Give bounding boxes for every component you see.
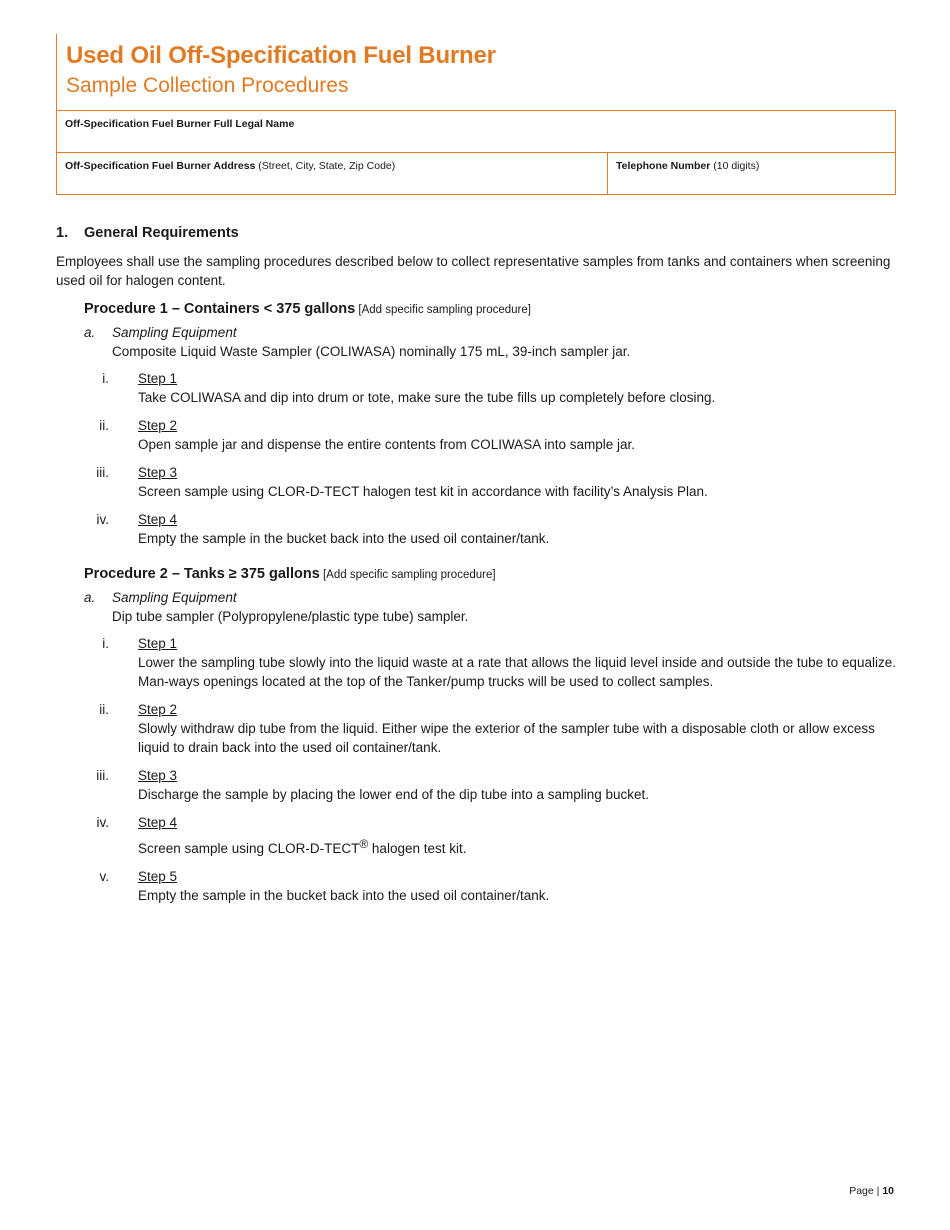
step-numeral: iv. [96,815,109,830]
address-label: Off-Specification Fuel Burner Address [65,160,256,172]
procedure-2-note: [Add specific sampling procedure] [319,569,496,581]
equipment-letter: a. [84,325,96,340]
step-text: Lower the sampling tube slowly into the liquid waste at a rate that allows the liquid level inside and outside the tube to equalize. Man-ways openings located at the top of the Tanker/pump trucks will be used to collect samples. [138,655,896,689]
section-intro: Employees shall use the sampling procedures described below to collect representative samples from tanks and containers when screening used oil for halogen content. [56,254,891,288]
step-text: Open sample jar and dispense the entire contents from COLIWASA into sample jar. [138,437,636,452]
step-numeral: ii. [99,702,109,717]
list-item [56,634,896,691]
step-numeral: iii. [96,768,109,783]
step-text: Take COLIWASA and dip into drum or tote, make sure the tube fills up completely before closing. [138,390,716,405]
step-text: Slowly withdraw dip tube from the liquid. Either wipe the exterior of the sampler tube with a disposable cloth or allow excess liquid to drain back into the used oil container/tank. [138,721,875,755]
procedure-1-equipment [84,323,896,361]
page-label: Page | [849,1185,883,1197]
procedure-2-steps [56,634,896,905]
step-label: Step 3 [138,465,178,480]
list-item [56,700,896,757]
step-text-after: halogen test kit. [368,841,467,856]
equipment-text: Dip tube sampler (Polypropylene/plastic type tube) sampler. [112,609,469,624]
legal-name-field[interactable] [57,111,896,153]
telephone-field[interactable] [608,153,896,195]
step-text: Screen sample using CLOR-D-TECT halogen test kit in accordance with facility’s Analysis Plan. [138,484,708,499]
document-title: Used Oil Off-Specification Fuel Burner [66,42,496,69]
list-item [56,867,896,905]
equipment-letter: a. [84,590,96,605]
document-body [56,222,896,914]
step-numeral: i. [102,636,109,651]
list-item [56,510,896,548]
document-header [56,34,496,110]
list-item [56,766,896,804]
step-label: Step 3 [138,768,178,783]
registered-mark: ® [359,837,369,851]
list-item [56,463,896,501]
procedure-1-title: Procedure 1 – Containers < 375 gallons [84,301,356,317]
equipment-label: Sampling Equipment [112,325,237,340]
document-subtitle: Sample Collection Procedures [66,74,349,97]
procedure-1-heading [84,301,896,317]
procedure-2-heading [84,566,896,582]
step-numeral: iv. [96,512,109,527]
step-numeral: iii. [96,465,109,480]
address-hint: (Street, City, State, Zip Code) [255,160,396,172]
step-numeral: v. [99,869,109,884]
address-field[interactable] [57,153,608,195]
procedure-2-title: Procedure 2 – Tanks ≥ 375 gallons [84,566,320,582]
step-text [138,835,896,858]
step-label: Step 1 [138,636,178,651]
step-text: Empty the sample in the bucket back into the used oil container/tank. [138,531,550,546]
page-number: 10 [882,1185,894,1197]
step-label: Step 4 [138,512,178,527]
step-text: Empty the sample in the bucket back into the used oil container/tank. [138,888,550,903]
procedure-2-equipment [84,588,896,626]
step-text: Discharge the sample by placing the lower end of the dip tube into a sampling bucket. [138,787,650,802]
step-label: Step 2 [138,418,178,433]
list-item [56,813,896,858]
step-text-main: Screen sample using CLOR-D-TECT [138,841,360,856]
legal-name-label: Off-Specification Fuel Burner Full Legal Name [65,118,295,130]
burner-info-form [56,110,896,195]
step-label: Step 4 [138,815,178,830]
page-footer [849,1185,894,1197]
telephone-label: Telephone Number [616,160,711,172]
procedure-1-steps [56,369,896,548]
section-heading [56,225,896,241]
step-label: Step 2 [138,702,178,717]
step-numeral: ii. [99,418,109,433]
telephone-hint: (10 digits) [710,160,760,172]
list-item [56,369,896,407]
step-label: Step 1 [138,371,178,386]
procedure-1-note: [Add specific sampling procedure] [355,304,531,316]
section-number: 1. [56,225,69,241]
section-title: General Requirements [84,225,239,241]
step-label: Step 5 [138,869,178,884]
equipment-label: Sampling Equipment [112,590,237,605]
step-numeral: i. [102,371,109,386]
equipment-text: Composite Liquid Waste Sampler (COLIWASA) nominally 175 mL, 39-inch sampler jar. [112,344,631,359]
list-item [56,416,896,454]
